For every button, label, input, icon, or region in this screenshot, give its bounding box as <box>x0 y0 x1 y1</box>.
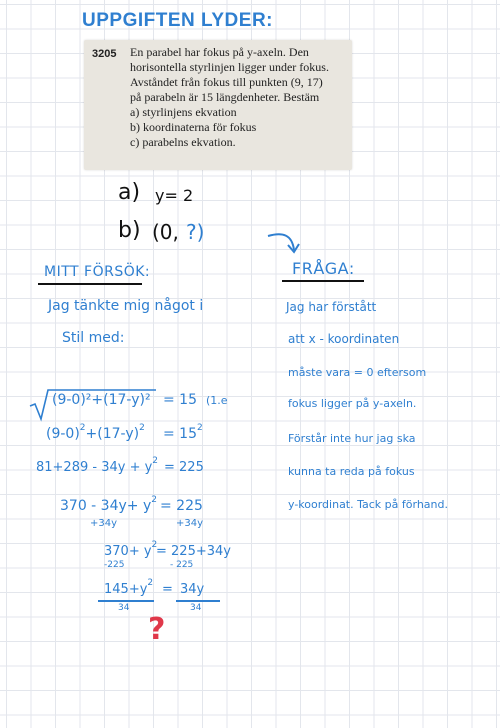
arrow-icon <box>264 228 304 260</box>
question-line: att x - koordinaten <box>288 332 400 346</box>
problem-number: 3205 <box>92 48 117 60</box>
equation-5-sub-right: - 225 <box>170 560 194 570</box>
problem-line: på parabeln är 15 längdenheter. Bestäm <box>130 90 320 104</box>
equation-2-lhs: $(9-0)^2+(17-y)^2$ <box>46 423 145 442</box>
page-title: UPPGIFTEN LYDER: <box>82 10 273 31</box>
textbook-excerpt <box>84 40 352 170</box>
question-line: kunna ta reda på fokus <box>288 465 415 478</box>
question-line: y-koordinat. Tack på förhand. <box>288 498 448 511</box>
equation-5-sub-left: -225 <box>104 560 125 570</box>
equation-1-rhs: = 15 <box>163 392 197 408</box>
attempt-title-underline <box>38 283 142 285</box>
answer-b-value: (0, <box>152 220 179 244</box>
equation-4-lhs: $370 - 34y+ y^2$ <box>60 495 157 514</box>
equation-4-add-left: +34y <box>90 518 118 529</box>
equation-6-denominator-left: 34 <box>118 603 130 613</box>
question-line: Jag har förstått <box>286 300 377 314</box>
equation-2-rhs: = $15^2$ <box>163 423 203 442</box>
question-title: FRÅGA: <box>292 259 355 278</box>
attempt-intro-line: Stil med: <box>62 330 125 346</box>
answer-b-unknown: ?) <box>186 220 205 244</box>
problem-line: Avståndet från fokus till punkten (9, 17) <box>130 75 323 89</box>
attempt-intro-line: Jag tänkte mig något i <box>48 298 204 314</box>
equation-1-note: (1.e <box>206 394 228 407</box>
question-line: fokus ligger på y-axeln. <box>288 397 417 410</box>
equation-6-equals: = <box>162 582 173 597</box>
equation-3-lhs: $81+289 - 34y + y^2$ <box>36 456 159 475</box>
answer-b-label: b) <box>118 218 141 243</box>
answer-a-value: y= 2 <box>155 186 194 205</box>
equation-1-lhs: (9-0)²+(17-y)² <box>52 392 151 408</box>
question-line: måste vara = 0 eftersom <box>288 366 427 379</box>
equation-6-numerator-left: $145+y^2$ <box>104 578 154 597</box>
fraction-bar-right <box>176 600 220 602</box>
question-line: Förstår inte hur jag ska <box>288 432 416 445</box>
problem-line: c) parabelns ekvation. <box>130 135 236 149</box>
equation-4-add-right: +34y <box>176 518 204 529</box>
equation-4-rhs: = 225 <box>160 498 203 514</box>
equation-3-rhs: = 225 <box>164 460 204 475</box>
answer-a-label: a) <box>118 180 141 205</box>
equation-6-denominator-right: 34 <box>190 603 202 613</box>
equation-6-numerator-right: 34y <box>180 582 205 597</box>
question-title-underline <box>282 280 364 282</box>
attempt-title: MITT FÖRSÖK: <box>44 264 151 280</box>
equation-5-rhs: = 225+34y <box>156 544 231 559</box>
question-mark: ? <box>148 612 166 647</box>
problem-line: a) styrlinjens ekvation <box>130 105 237 119</box>
problem-line: En parabel har fokus på y-axeln. Den <box>130 45 309 59</box>
fraction-bar-left <box>98 600 154 602</box>
problem-line: b) koordinaterna för fokus <box>130 120 257 134</box>
equation-5-lhs: $370+ y^2$ <box>104 540 158 559</box>
problem-line: horisontella styrlinjen ligger under fokus. <box>130 60 329 74</box>
problem-text <box>130 45 350 150</box>
